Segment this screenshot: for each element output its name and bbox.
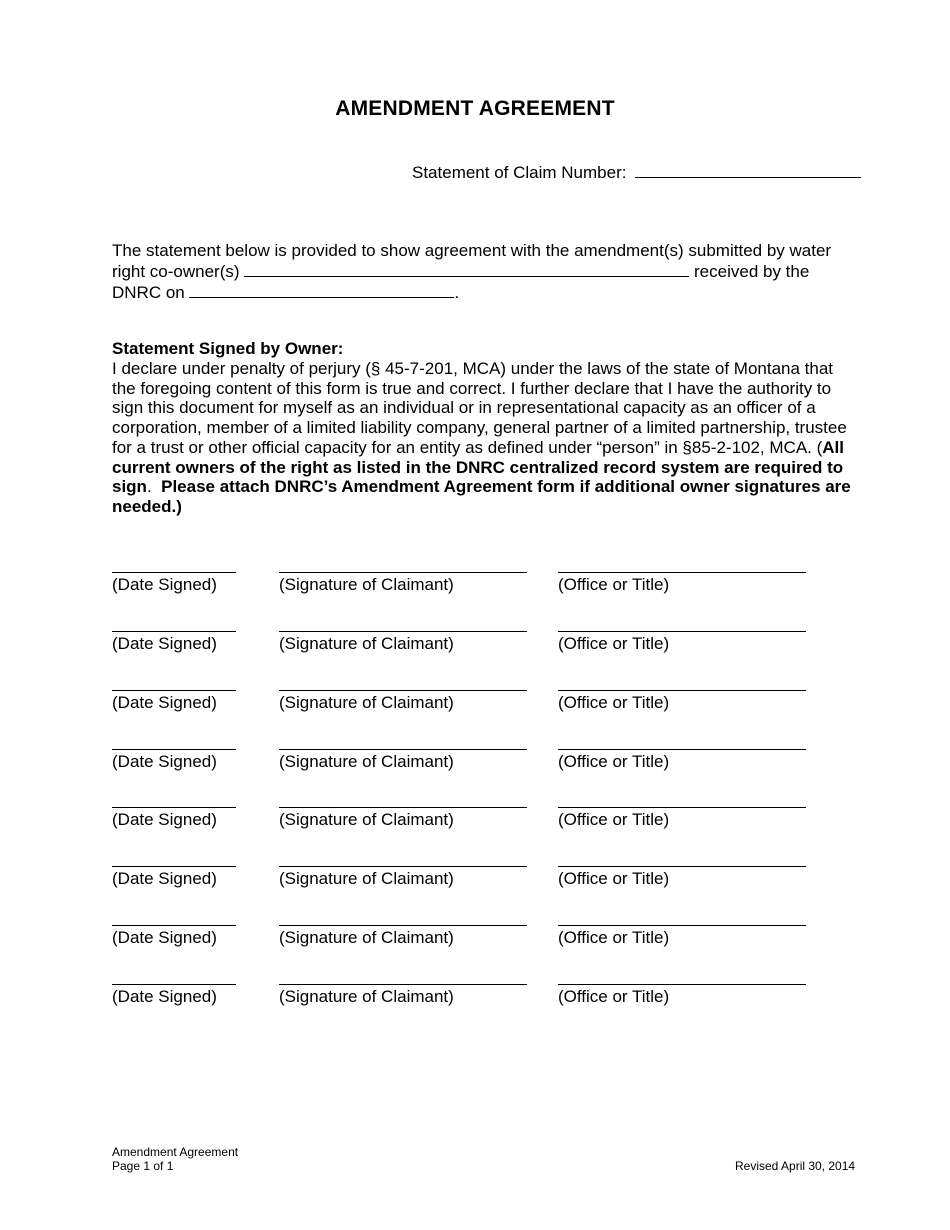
document-title: AMENDMENT AGREEMENT xyxy=(335,97,615,120)
intro-line-2 xyxy=(112,261,842,282)
office-title-line[interactable] xyxy=(558,807,806,808)
date-signed-line[interactable] xyxy=(112,925,236,926)
footer-revised-date: Revised April 30, 2014 xyxy=(735,1159,856,1173)
office-title-label: (Office or Title) xyxy=(558,634,670,653)
signature-label: (Signature of Claimant) xyxy=(279,575,454,594)
date-signed-line[interactable] xyxy=(112,631,236,632)
date-signed-label: (Date Signed) xyxy=(112,810,217,829)
co-owner-blank[interactable] xyxy=(244,261,689,277)
signature-label: (Signature of Claimant) xyxy=(279,928,454,947)
statement-body xyxy=(112,359,862,517)
statement-line xyxy=(112,497,862,517)
dnrc-on-label: DNRC on xyxy=(112,283,185,302)
office-title-label: (Office or Title) xyxy=(558,928,670,947)
office-title-label: (Office or Title) xyxy=(558,869,670,888)
statement-bold-text: needed.) xyxy=(112,496,182,516)
date-signed-line[interactable] xyxy=(112,749,236,750)
intro-period: . xyxy=(454,283,460,302)
statement-bold-text: All xyxy=(822,437,844,457)
footer-form-name: Amendment Agreement xyxy=(112,1145,239,1159)
office-title-line[interactable] xyxy=(558,984,806,985)
signature-label: (Signature of Claimant) xyxy=(279,634,454,653)
footer-page-number: Page 1 of 1 xyxy=(112,1159,174,1173)
intro-line-3 xyxy=(112,282,842,303)
date-signed-line[interactable] xyxy=(112,807,236,808)
office-title-label: (Office or Title) xyxy=(558,752,670,771)
claim-number-label: Statement of Claim Number: xyxy=(412,163,627,182)
date-signed-label: (Date Signed) xyxy=(112,575,217,594)
signature-label: (Signature of Claimant) xyxy=(279,810,454,829)
signature-line[interactable] xyxy=(279,749,527,750)
co-owner-label: right co-owner(s) xyxy=(112,262,240,281)
date-signed-label: (Date Signed) xyxy=(112,869,217,888)
office-title-line[interactable] xyxy=(558,572,806,573)
signature-label: (Signature of Claimant) xyxy=(279,869,454,888)
signature-label: (Signature of Claimant) xyxy=(279,987,454,1006)
signature-line[interactable] xyxy=(279,925,527,926)
date-signed-label: (Date Signed) xyxy=(112,928,217,947)
signature-line[interactable] xyxy=(279,631,527,632)
signature-row xyxy=(0,984,950,1024)
intro-paragraph xyxy=(112,241,842,303)
signature-line[interactable] xyxy=(279,690,527,691)
received-by-label: received by the xyxy=(694,262,810,281)
signature-line[interactable] xyxy=(279,807,527,808)
date-signed-label: (Date Signed) xyxy=(112,752,217,771)
intro-line-1: The statement below is provided to show agreement with the amendment(s) submitted by water xyxy=(112,241,832,260)
statement-bold-text: Please attach DNRC’s Amendment Agreement form if additional owner signatures are xyxy=(161,477,851,497)
date-signed-line[interactable] xyxy=(112,572,236,573)
statement-text: . xyxy=(146,477,162,497)
claim-number-blank[interactable] xyxy=(635,161,861,178)
statement-line: sign this document for myself as an individual or in representational capacity as an officer of a xyxy=(112,398,816,418)
statement-text: for a trust or other official capacity for an entity as defined under “person” in §85-2-102, MCA. ( xyxy=(112,437,823,457)
dnrc-date-blank[interactable] xyxy=(189,282,454,298)
office-title-line[interactable] xyxy=(558,925,806,926)
office-title-line[interactable] xyxy=(558,866,806,867)
office-title-label: (Office or Title) xyxy=(558,810,670,829)
date-signed-label: (Date Signed) xyxy=(112,693,217,712)
signature-line[interactable] xyxy=(279,572,527,573)
office-title-label: (Office or Title) xyxy=(558,575,670,594)
statement-bold-text: sign xyxy=(112,477,147,497)
statement-line: corporation, member of a limited liability company, general partner of a limited partnership, trustee xyxy=(112,418,847,438)
signature-label: (Signature of Claimant) xyxy=(279,693,454,712)
signature-row xyxy=(0,749,950,789)
footer-left xyxy=(112,1145,238,1173)
statement-line xyxy=(112,458,862,478)
date-signed-label: (Date Signed) xyxy=(112,634,217,653)
signature-row xyxy=(0,690,950,730)
signature-line[interactable] xyxy=(279,866,527,867)
signature-label: (Signature of Claimant) xyxy=(279,752,454,771)
claim-number-field xyxy=(412,161,861,183)
statement-heading: Statement Signed by Owner: xyxy=(112,339,344,358)
statement-line xyxy=(112,438,862,458)
signature-row xyxy=(0,925,950,965)
date-signed-label: (Date Signed) xyxy=(112,987,217,1006)
date-signed-line[interactable] xyxy=(112,690,236,691)
date-signed-line[interactable] xyxy=(112,984,236,985)
signature-row xyxy=(0,866,950,906)
office-title-line[interactable] xyxy=(558,631,806,632)
date-signed-line[interactable] xyxy=(112,866,236,867)
office-title-label: (Office or Title) xyxy=(558,693,670,712)
statement-line: I declare under penalty of perjury (§ 45-7-201, MCA) under the laws of the state of Montana that xyxy=(112,359,834,378)
signature-row xyxy=(0,572,950,612)
office-title-label: (Office or Title) xyxy=(558,987,670,1006)
signature-row xyxy=(0,631,950,671)
statement-line xyxy=(112,477,862,497)
office-title-line[interactable] xyxy=(558,749,806,750)
signature-row xyxy=(0,807,950,847)
statement-bold-text: current owners of the right as listed in the DNRC centralized record system are required to xyxy=(112,457,844,477)
statement-line: the foregoing content of this form is true and correct. I further declare that I have the authority to xyxy=(112,378,832,398)
office-title-line[interactable] xyxy=(558,690,806,691)
signature-line[interactable] xyxy=(279,984,527,985)
